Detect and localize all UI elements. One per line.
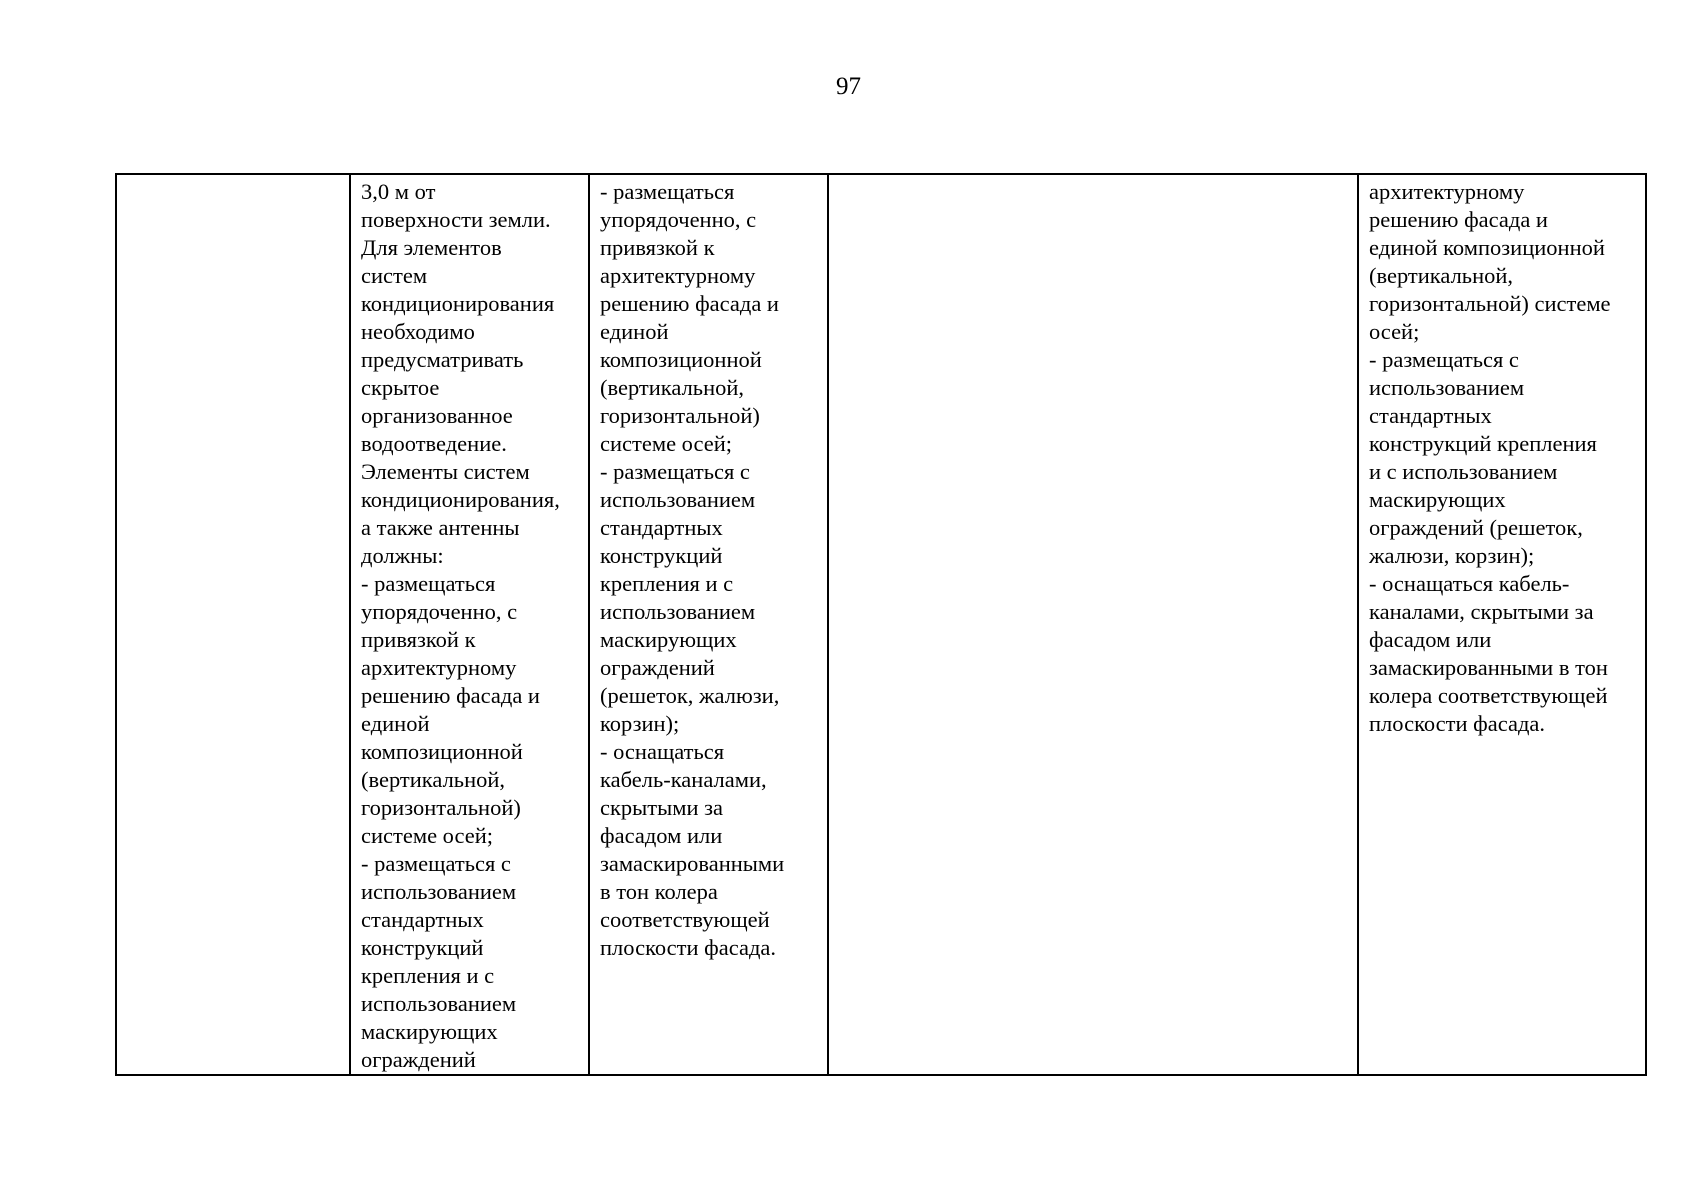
table-cell-col4 (828, 174, 1358, 1075)
table-cell-col1 (116, 174, 350, 1075)
table-row (116, 174, 1646, 1075)
page-number: 97 (836, 73, 861, 100)
requirements-table (115, 173, 1647, 1076)
table-cell-col5: архитектурному решению фасада и единой композиционной (вертикальной, горизонтальной) системе осей; - размещаться с использованием стандартных конструкций крепления и с использованием маскирующих ограждений (решеток, жалюзи, корзин); - оснащаться кабель- каналами, скрытыми за фасадом или замаскированными в тон колера соответствующей плоскости фасада. (1358, 174, 1646, 1075)
table-cell-col2: 3,0 м от поверхности земли. Для элементов систем кондиционирования необходимо предусматривать скрытое организованное водоотведение. Элементы систем кондиционирования, а также антенны должны: - размещаться упорядоченно, с привязкой к архитектурному решению фасада и единой композиционной (вертикальной, горизонтальной) системе осей; - размещаться с использованием стандартных конструкций крепления и с использованием маскирующих ограждений (350, 174, 589, 1075)
table-cell-col3: - размещаться упорядоченно, с привязкой к архитектурному решению фасада и единой композиционной (вертикальной, горизонтальной) системе осей; - размещаться с использованием стандартных конструкций крепления и с использованием маскирующих ограждений (решеток, жалюзи, корзин); - оснащаться кабель-каналами, скрытыми за фасадом или замаскированными в тон колера соответствующей плоскости фасада. (589, 174, 828, 1075)
